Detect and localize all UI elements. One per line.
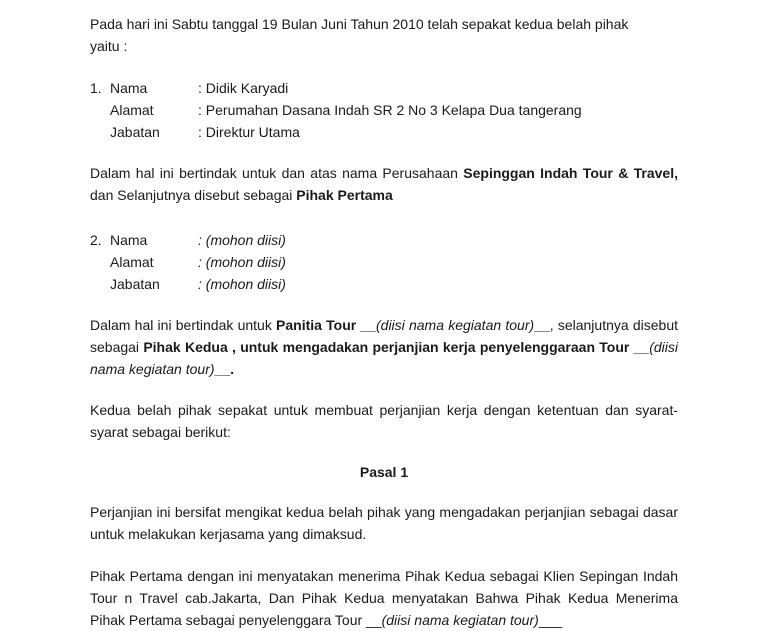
party-1-address-value: : Perumahan Dasana Indah SR 2 No 3 Kelapa Dua tangerang	[198, 102, 582, 118]
pasal-1-paragraph-2-end: ___	[538, 612, 563, 628]
party-1-position-value: : Direktur Utama	[198, 124, 300, 140]
party-1-name-label: Nama	[110, 80, 148, 96]
party-2-role-text-2: , selanjutnya disebut sebagai	[90, 317, 679, 355]
party-1-role: Pihak Pertama	[296, 187, 393, 203]
party-1-number: 1.	[90, 80, 102, 96]
intro-paragraph	[90, 13, 678, 57]
party-2-number: 2.	[90, 232, 102, 248]
party-1-address-label: Alamat	[110, 102, 154, 118]
activity-placeholder-1: (diisi nama kegiatan tour)	[376, 317, 535, 333]
party-2-name-value: : (mohon diisi)	[198, 232, 286, 248]
pasal-1-heading: Pasal 1	[359, 464, 409, 480]
agreement-paragraph: Kedua belah pihak sepakat untuk membuat perjanjian kerja dengan ketentuan dan syarat-syarat sebagai berikut:	[90, 402, 678, 440]
party-1-role-text-2: dan Selanjutnya disebut sebagai	[90, 187, 297, 203]
party-1-role-text-1: Dalam hal ini bertindak untuk dan atas nama Perusahaan	[90, 165, 464, 181]
party-2-name-label: Nama	[110, 232, 148, 248]
party-2-position-value: : (mohon diisi)	[198, 276, 286, 292]
committee-label: Panitia Tour __	[276, 317, 376, 333]
party-1-position-label: Jabatan	[110, 124, 160, 140]
party-2-role-text-1: Dalam hal ini bertindak untuk	[90, 317, 277, 333]
intro-line-2: yaitu :	[90, 38, 128, 54]
company-name: Sepinggan Indah Tour & Travel,	[463, 165, 678, 181]
pasal-1-paragraph-2-text: Pihak Pertama dengan ini menyatakan menerima Pihak Kedua sebagai Klien Sepingan Indah Tour n Travel cab.Jakarta, Dan Pihak Kedua menyatakan Bahwa Pihak Kedua Menerima Pihak Pertama sebagai penyelenggara Tour __	[90, 568, 678, 628]
party-2-role-end: __.	[214, 361, 234, 377]
party-2-role-paragraph	[90, 314, 678, 380]
activity-placeholder-3: (diisi nama kegiatan tour)	[381, 612, 539, 628]
party-2-role: Pihak Kedua , untuk mengadakan perjanjian kerja penyelenggaraan Tour __	[143, 339, 650, 355]
party-2-address-value: : (mohon diisi)	[198, 254, 286, 270]
activity-placeholder-2: (diisi nama kegiatan tour)	[90, 339, 678, 377]
party-2-position-label: Jabatan	[110, 276, 160, 292]
party-1-role-paragraph	[90, 162, 678, 206]
party-2-address-label: Alamat	[110, 254, 154, 270]
intro-line-1: Pada hari ini Sabtu tanggal 19 Bulan Juni Tahun 2010 telah sepakat kedua belah pihak	[90, 16, 629, 32]
pasal-1-paragraph-2	[90, 565, 678, 631]
committee-underscore: __	[534, 317, 550, 333]
party-1-name-value: : Didik Karyadi	[198, 80, 289, 96]
pasal-1-paragraph-1: Perjanjian ini bersifat mengikat kedua belah pihak yang mengadakan perjanjian sebagai dasar untuk melakukan kerjasama yang dimaksud.	[90, 504, 678, 542]
